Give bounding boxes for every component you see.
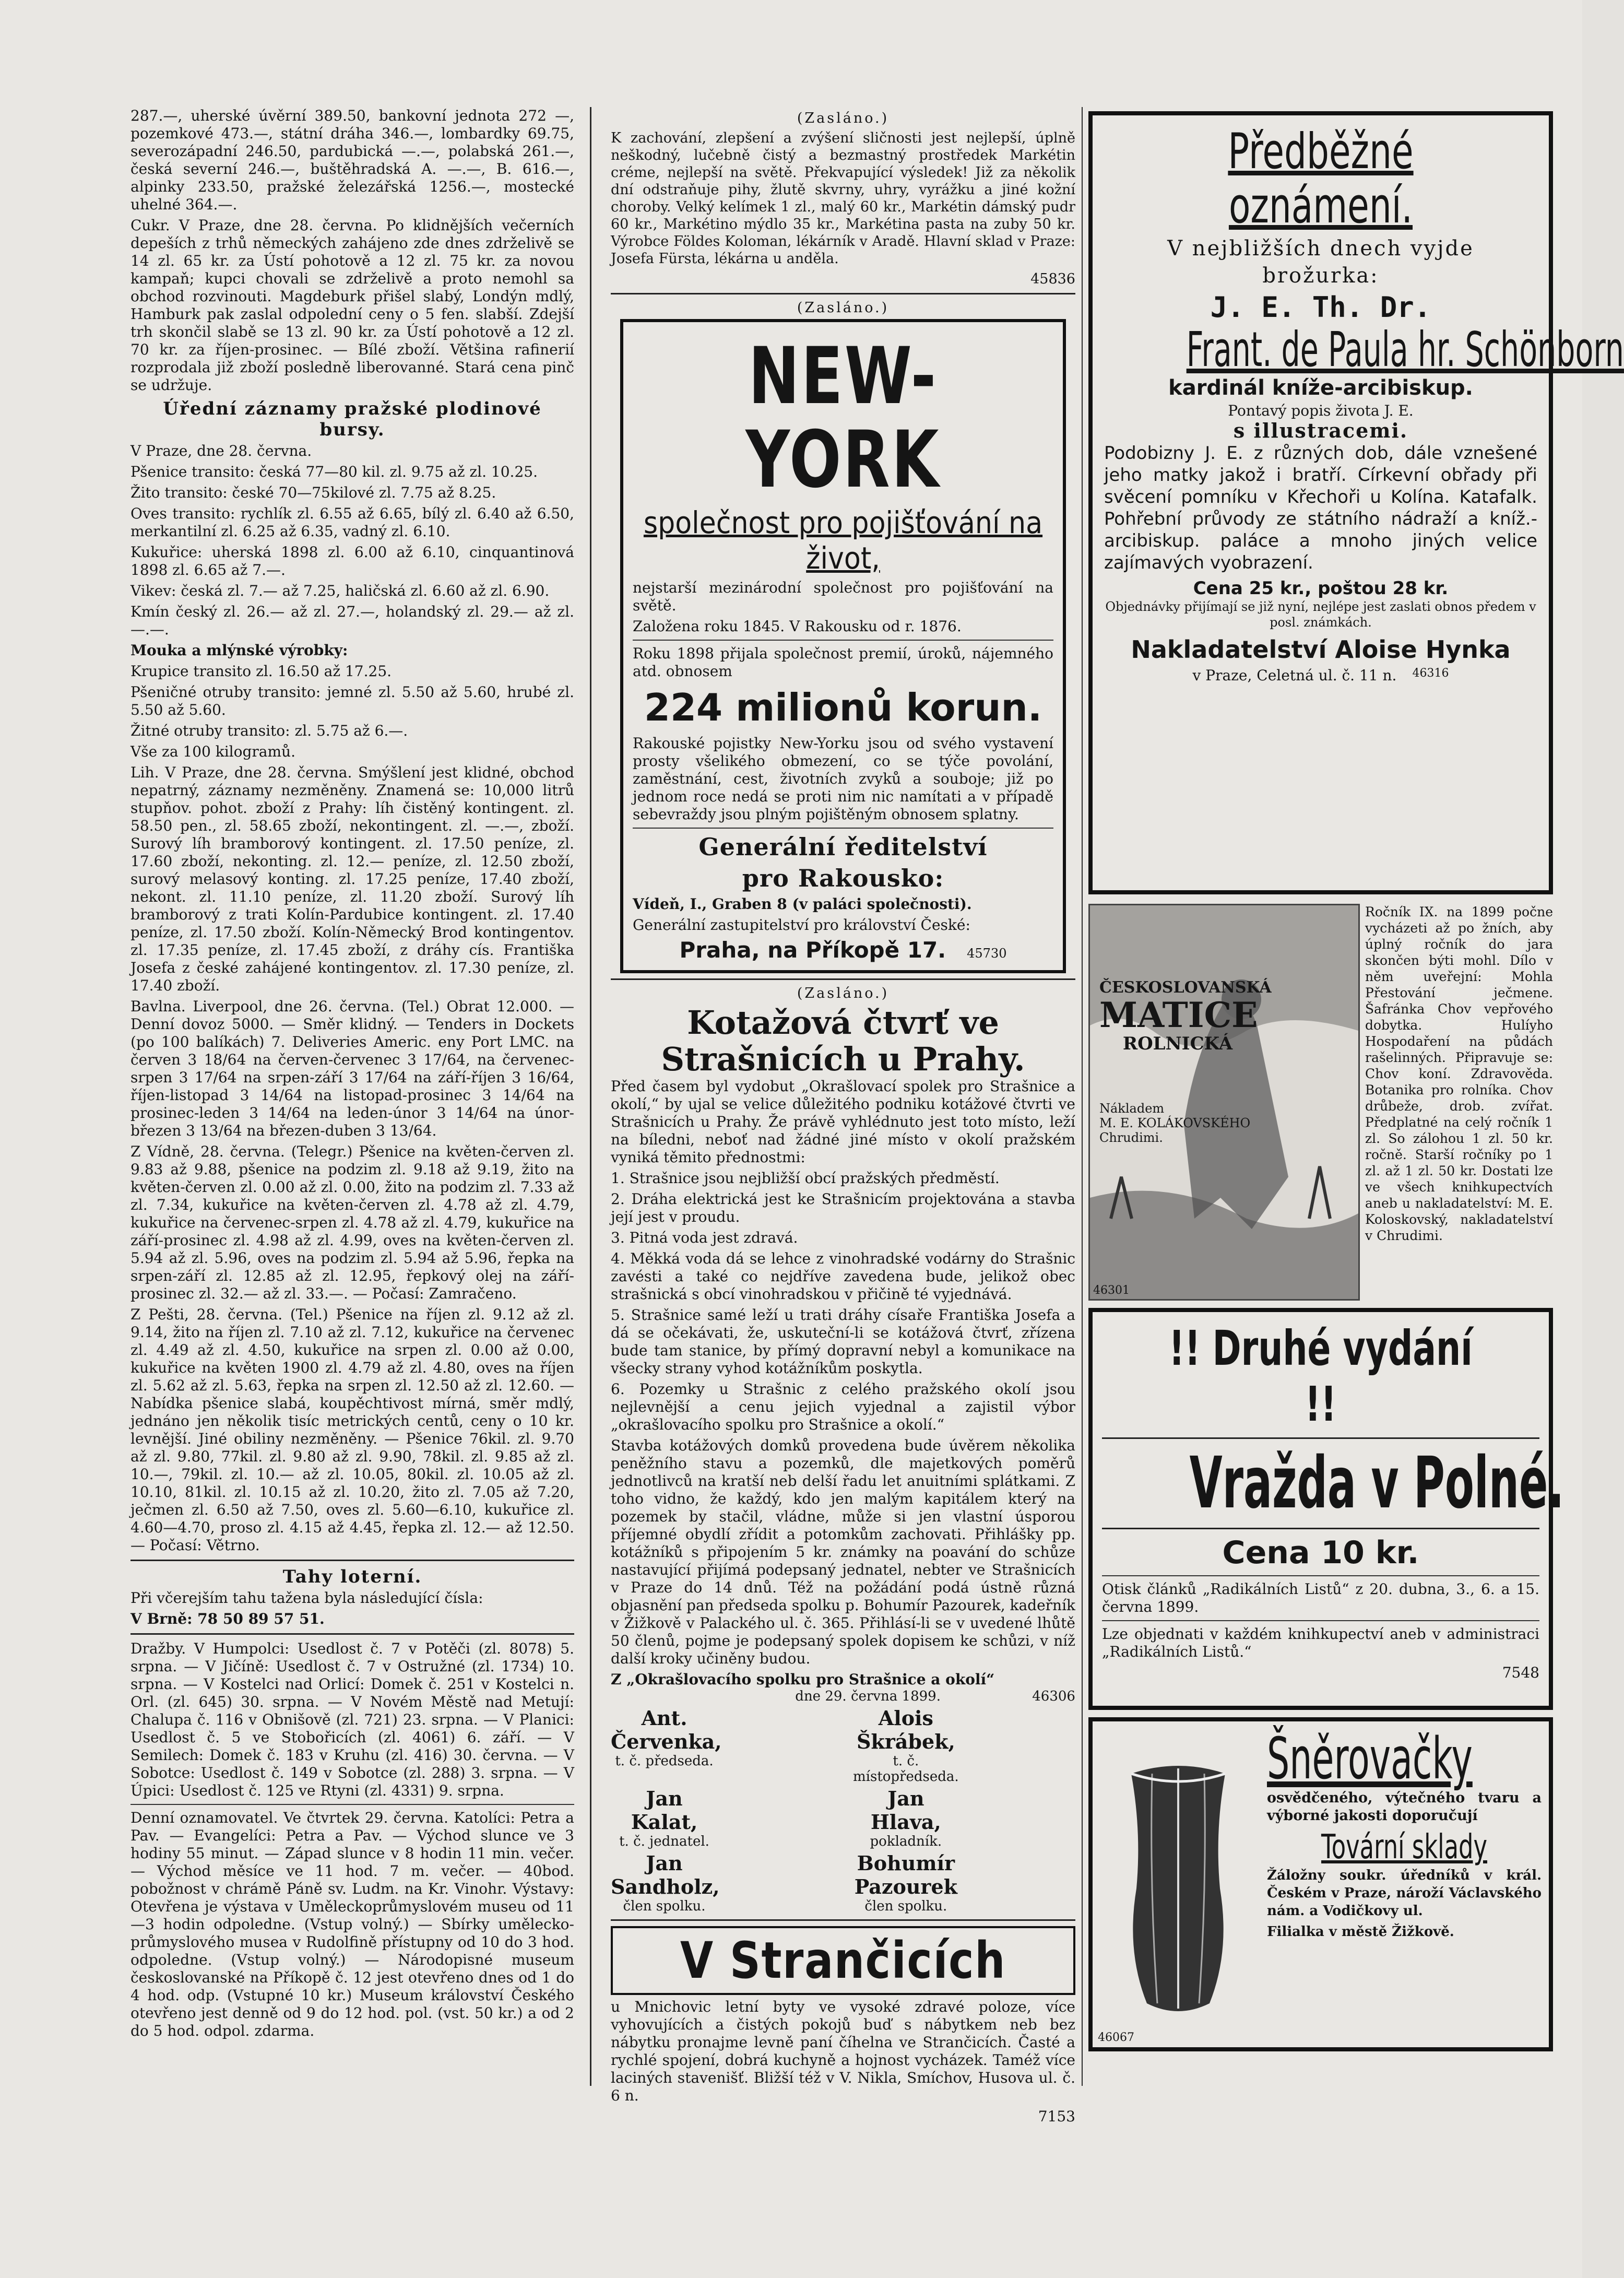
announcement-line: V nejbližších dnech vyjde	[1167, 237, 1474, 261]
kotazova-body: Stavba kotážových domků provedena bude úvěrem několika peněžního stavu a pozemků, dle majetkových poměrů jednotlivců na kratší neb delší řadu let anuitními splátkami. Z toho vidno, že každý, kdo jen malým kapitálem který na pozemek by stačil, vládne, může si jen vlastní úsporou příjemné obydlí zřídit a potomkům zachovati. Přihlášky pp. kotážníků s připojením 5 kr. známky na poavání do schůze nastavující přijímá podepsaný jednatel, nebter ve Strašnicích v Praze do 14 dnů. Též na požádání podá ústně různá objasnění pan předseda spolku p. Bohumír Pazourek, kadeřník v Žižkově v Palackého ul. č. 365. Přihlásí-li se v uvedené lhůtě 50 členů, pojme je podepsaný spolek dopisem ke schůzi, v níž další kroky učiněny budou.	[611, 1437, 1075, 1667]
divider	[633, 640, 1053, 641]
sugar-paragraph: Cukr. V Praze, dne 28. června. Po klidnějších večerních depeších z trhů německých zahájeno zde dnes zdrželivě se 14 zl. 65 kr. za Ústí pohotově a 12 zl. 75 kr. za novou kampaň; kupci chovali se zdrželivě a proto nemohl sa obchod rozvinouti. Magdeburk přišel slabý, Londýn mdlý, Hamburk pak zaslal odpolední ceny o 5 fen. slabší. Zdejší trh skončil slabě se 13 zl. 90 kr. za Ústí pohotově a 12 zl. 70 kr. za říjen-prosinec. — Bílé zboží. Většina rafinerií rozprodala již zboží posledně liberovanné. Stará cena pinč se udržuje.	[131, 217, 574, 394]
brochure-price: Cena 25 kr., poštou 28 kr.	[1193, 578, 1449, 599]
marketa-cream-ad	[611, 129, 1075, 288]
matice-rolnicka-ad	[1088, 904, 1553, 1301]
corset-branch: Filialka v městě Žižkově.	[1267, 1924, 1454, 1940]
kotazova-title: Kotažová čtvrť ve Strašnicích u Prahy.	[661, 1004, 1025, 1078]
column-advertisements-middle	[611, 107, 1075, 2125]
board-row: Kukuřice: uherská 1898 zl. 6.00 až 6.10, cinquantinová 1898 zl. 6.65 až 7.—.	[131, 544, 574, 579]
divider	[611, 293, 1075, 294]
board-row: Pšenice transito: česká 77—80 kil. zl. 9.75 až zl. 10.25.	[131, 463, 538, 480]
new-york-subtitle: společnost pro pojišťování na život,	[643, 505, 1043, 576]
vrazda-reprint: Otisk článků „Radikálních Listů“ z 20. dubna, 3., 6. a 15. června 1899.	[1102, 1580, 1539, 1615]
announcement-title: Předběžné oznámení.	[1228, 123, 1414, 234]
board-heading: Úřední záznamy pražské plodinové bursy.	[163, 398, 542, 440]
cardinal-title: kardinál kníže-arcibiskup.	[1168, 376, 1473, 400]
ad-number: 7153	[1038, 2108, 1075, 2125]
zaslano-label: (Zasláno.)	[797, 110, 890, 126]
signer-role: člen spolku.	[864, 1898, 947, 1914]
cardinal-name: Frant. de Paula hr. Schönborn	[1186, 322, 1624, 377]
board-row: Žito transito: české 70—75kilové zl. 7.75 až 8.25.	[131, 484, 496, 501]
signer-name: Bohumír Pazourek	[854, 1851, 957, 1898]
new-york-founded: Založena roku 1845. V Rakousku od r. 1876.	[633, 618, 962, 635]
title-abbrev: J. E. Th. Dr.	[1210, 291, 1431, 324]
daily-calendar-paragraph: Denní oznamovatel. Ve čtvrtek 29. června. Katolíci: Petra a Pav. — Evangelíci: Petra a Pav. — Východ slunce ve 3 hodiny 55 minut. — Západ slunce v 8 hodin 11 min. večer. — Východ měsíce ve 11 hod. 7 m. večer. — 40bod. pobožnost v chrámě Páně sv. Ludm. na Kr. Vinohr. Výstavy: Otevřena je výstava v Uměleckoprůmyslovém museu od 11—3 hodin odpoledne. (Vstup volný.) — Sbírky umělecko-průmyslového musea v Rudolfině přístupny od 10 do 3 hod. odpoledne. (Vstup volný.) — Národopisné museum českoslovanské na Příkopě č. 12 jest otevřeno dnes od 1 do 4 hod. odp. (Vstupné 10 kr.) Museum království Českého otevřeno jest denně od 9 do 12 hod. pol. (vst. 50 kr.) a od 2 do 5 hod. odpol. zdarma.	[131, 1809, 574, 2039]
publisher-name: Nakladatelství Aloise Hynka	[1131, 635, 1511, 664]
board-row: Vikev: česká zl. 7.— až 7.25, haličská zl. 6.60 až zl. 6.90.	[131, 582, 550, 599]
vrazda-price: Cena 10 kr.	[1222, 1535, 1419, 1571]
column-market-reports	[131, 107, 574, 2086]
matice-text: Ročník IX. na 1899 počne vycházeti až po žních, aby úplný ročník do jara skončen býti mohl. Dílo v něm uveřejní: Mohla Přestování ječmene. Šafránka Chov vepřového dobytka. Hulíyho Hospodaření na půdách rašelinných. Připravuje se: Chov koní. Zdravověda. Botanika pro rolníka. Chov drůbeže, drob. zvířat. Předplatné na celý ročník 1 zl. So zálohou 1 zl. 50 kr. ročně. Starší ročníky po 1 zl. až 1 zl. 50 kr. Dostati lze ve všech knihkupectvích aneb u nakladatelství: M. E. Koloskovský, nakladatelství v Chrudimi.	[1365, 904, 1553, 1243]
signer-name: Jan Sandholz,	[611, 1851, 720, 1898]
lottery-intro: Při včerejším tahu tažena byla následující čísla:	[131, 1589, 483, 1607]
new-york-amount: 224 milionů korun.	[644, 686, 1042, 729]
general-directorate: Generální ředitelství	[698, 833, 988, 861]
vrazda-title: Vražda v Polné.	[1189, 1442, 1564, 1525]
board-row: Oves transito: rychlík zl. 6.55 až 6.65, bílý zl. 6.40 až 6.50, merkantilní zl. 6.25 až 6.35, vadný zl. 6.10.	[131, 505, 574, 540]
publisher-address: v Praze, Celetná ul. č. 11 n.	[1192, 667, 1397, 684]
publisher-line: Nákladem	[1099, 1101, 1165, 1116]
matice-illustration	[1088, 904, 1360, 1301]
kotazova-point: 4. Měkká voda dá se lehce z vinohradské vodárny do Strašnic zavésti a také co nejdříve zavedena bude, jelikož obec strašnická s obcí vinohradskou v přičině té vyjednává.	[611, 1250, 1075, 1303]
signer-role: t. č. místopředseda.	[853, 1753, 959, 1785]
divider	[131, 1633, 574, 1635]
stocks-paragraph: 287.—, uherské úvěrní 389.50, bankovní jednota 272 —, pozemkové 473.—, státní dráha 346.—, lombardky 69.75, severozápadní 246.50, pardubická —.—, polabská 261.—, česká severní 246.—, buštěhradská A. —.—, B. 616.—, alpinky 233.50, pražské železářská 1256.—, mostecké uhelné 364.—.	[131, 107, 574, 213]
signer-role: t. č. předseda.	[615, 1753, 714, 1769]
kotazova-intro: Před časem byl vydobut „Okrašlovací spolek pro Strašnice a okolí,“ by ujal se velice důležitého podniku kotážové čtvrti ve Strašnicích u Prahy. Že právě vyhlédnuto jest toto místo, leží na bíledni, neboť nad žádné jiné místo v okolí pražském vyniká těmito přednostmi:	[611, 1078, 1075, 1166]
corset-title: Šněrovačky	[1267, 1725, 1473, 1792]
ad-number: 46301	[1093, 1284, 1130, 1297]
divider	[1102, 1528, 1539, 1529]
board-date: V Praze, dne 28. června.	[131, 442, 312, 459]
board-row: Žitné otruby transito: zl. 5.75 až 6.—.	[131, 722, 408, 739]
signer-name: Ant. Červenka,	[611, 1706, 722, 1753]
strancice-ad-title-box	[611, 1926, 1075, 1995]
signer-role: t. č. jednatel.	[619, 1834, 709, 1849]
ad-number: 45836	[1030, 271, 1075, 287]
divider	[131, 1560, 574, 1561]
zaslano-label: (Zasláno.)	[797, 985, 890, 1001]
factory-stores: Tovární sklady	[1321, 1828, 1487, 1867]
illustrations-label: s illustracemi.	[1233, 419, 1408, 442]
kotazova-point: 6. Pozemky u Strašnic z celého pražského okolí jsou nejlevnější a cenu jejich vyjednal a zajistil výbor „okrašlovacího spolku pro Strašnice a okolí.“	[611, 1380, 1075, 1433]
signer-role: pokladník.	[870, 1834, 942, 1849]
signer-name: Alois Škrábek,	[856, 1706, 955, 1753]
ad-number: 7548	[1502, 1664, 1539, 1681]
signer-name: Jan Kalat,	[631, 1787, 698, 1834]
kotazova-point: 3. Pitná voda jest zdravá.	[611, 1229, 798, 1246]
ad-number: 46306	[1032, 1689, 1075, 1704]
matice-logo-line2: MATICE	[1099, 995, 1258, 1035]
order-note: Objednávky přijímají se již nyní, nejlépe jest zaslati obnos předem v posl. známkách.	[1105, 599, 1536, 630]
zaslano-label: (Zasláno.)	[797, 300, 890, 316]
new-york-title: NEW-YORK	[745, 331, 941, 505]
divider	[633, 828, 1053, 829]
announcement-line: brožurka:	[1262, 264, 1379, 288]
corset-address: Žáložny soukr. úředníků v král. Českém v Praze, nároží Václavského nám. a Vodičkovy ul.	[1267, 1868, 1542, 1919]
board-row: Pšeničné otruby transito: jemné zl. 5.50 až 5.60, hrubé zl. 5.50 až 5.60.	[131, 683, 574, 718]
kotazova-signoff: Z „Okrašlovacího spolku pro Strašnice a okolí“	[611, 1671, 995, 1688]
vrazda-v-polne-ad	[1088, 1308, 1564, 1710]
vienna-address: Vídeň, I., Graben 8 (v paláci společnosti).	[633, 895, 972, 913]
column-rule-2	[1082, 107, 1083, 2086]
corset-illustration	[1100, 1753, 1256, 2024]
divider	[611, 1919, 1075, 1921]
divider	[1102, 1575, 1539, 1576]
divider	[131, 1804, 574, 1805]
second-edition-title: !! Druhé vydání !!	[1169, 1320, 1473, 1432]
corset-description: osvědčeného, výtečného tvaru a výborné jakosti doporučují	[1267, 1790, 1542, 1824]
publisher-line: M. E. KOLÁKOVSKÉHO	[1099, 1116, 1251, 1130]
brochure-description: Pontavý popis života J. E.	[1228, 402, 1414, 419]
kotazova-point: 5. Strašnice samé leží u trati dráhy císaře Františka Josefa a dá se očekávati, že, uskuteční-li se kotážová čtvrť, zřízena bude tam stanice, by přímý dopravní nebyl a komunikace na všecky strany vyhod kotážníkům poskytla.	[611, 1306, 1075, 1377]
new-york-premiums: Roku 1898 přijala společnost premií, úroků, nájemného atd. obnosem	[633, 645, 1053, 680]
ad-number: 46067	[1098, 2031, 1134, 2044]
signers-row	[611, 1851, 1075, 1914]
new-york-insurance-ad	[620, 319, 1066, 973]
kotazova-point: 1. Strašnice jsou nejbližší obcí pražských předměstí.	[611, 1170, 1000, 1187]
ad-number: 45730	[967, 946, 1007, 961]
vienna-paragraph: Z Vídně, 28. června. (Telegr.) Pšenice na květen-červen zl. 9.83 až 9.88, pšenice na podzim zl. 9.18 až 9.19, žito na květen-červen zl. 0.00 až zl. 0.00, žito na podzim zl. 7.33 až zl. 7.34, kukuřice na květen-červen zl. 4.78 až zl. 4.79, kukuřice na červenec-srpen zl. 4.78 až zl. 4.79, kukuřice na září-prosinec zl. 4.98 až zl. 4.99, oves na květen-červen zl. 5.94 až zl. 5.96, oves na podzim zl. 5.94 až 5.96, řepka na srpen-září zl. 12.85 až zl. 12.95, řepkový olej na září-prosinec zl. 32.— až zl. 33.—. — Počasí: Zamračeno.	[131, 1143, 574, 1302]
spirit-paragraph: Lih. V Praze, dne 28. června. Smýšlení jest klidné, obchod nepatrný, záznamy nezměněny. Znamená se: 10,000 litrů stupňov. pohot. zboží z Prahy: líh čistěný kontingent. zl. 58.50 pen., zl. 58.65 zboží, nekontingent. zl. —.—, zboží. Surový líh bramborový kontingent. zl. 17.50 peníze, zl. 17.60 zboží, nekonting. zl. 12.— peníze, zl. 12.50 zboží, surový melasový konting. zl. 17.25 peníze, 17.40 zboží, nekont. zl. 11.10 peníze, zl. 11.20 zboží. Surový líh bramborový z trati Kolín-Pardubice kontingent. zl. 17.40 peníze, zl. 17.50 zboží. Kolín-Německý Brod kontingentov. zl. 17.35 peníze, zl. 17.45 zboží, z dráhy cís. Františka Josefa z české zahájené kontingentov. zl. 17.30 peníze, zl. 17.40 zboží.	[131, 764, 574, 994]
strancice-title: V Strančicích	[680, 1931, 1006, 1990]
column-advertisements-right	[1088, 107, 1624, 2086]
strancice-body: u Mnichovic letní byty ve vysoké zdravé poloze, více vyhovujících a čistých pokojů buď s nábytkem neb bez nábytku pronajme levně paní číhelna ve Strančicích. Časté a rychlé spojení, dobrá kuchyně a hojnost vycházek. Taméž více laciných stavenišť. Bližší též v V. Nikla, Smíchov, Husova ul. č. 6 n.	[611, 1998, 1075, 2104]
marketa-text: K zachování, zlepšení a zvýšení sličnosti jest nejlepší, úplně neškodný, lučebně čistý a bezmastný prostředek Markétin créme, nejlepší na světě. Překvapující výsledek! Již za několik dní odstraňuje pihy, žlutě skvrny, uhry, vyrážku a jiné kožní choroby. Velký kelímek 1 zl., malý 60 kr., Markétin dámský pudr 60 kr., Markétino mýdlo 35 kr., Markétina pasta na zuby 50 kr. Výrobce Földes Koloman, lékárník v Aradě. Hlavní sklad v Praze: Josefa Fürsta, lékárna u anděla.	[611, 130, 1075, 267]
corset-ad	[1088, 1717, 1553, 2051]
new-york-policy-text: Rakouské pojistky New-Yorku jsou od svého vystavení prosty všelikého obmezení, co se týče povolání, zaměstnání, cest, životních zvyků a souboje; již po jednom roce nedá se proti nim nic namítati a v případě sebevraždy jsou plným pojištěným obnosem splatny.	[633, 735, 1053, 823]
vrazda-order: Lze objednati v každém knihkupectví aneb v administraci „Radikálních Listů.“	[1102, 1625, 1539, 1660]
bohemia-agency: Generální zastupitelství pro království České:	[633, 916, 970, 934]
signers-row	[611, 1706, 1075, 1785]
divider	[611, 978, 1075, 980]
signer-role: člen spolku.	[623, 1898, 706, 1914]
kotazova-date: dne 29. června 1899.	[795, 1689, 941, 1704]
pest-paragraph: Z Pešti, 28. června. (Tel.) Pšenice na říjen zl. 9.12 až zl. 9.14, žito na říjen zl. 7.10 až zl. 7.12, kukuřice na červenec zl. 4.49 až zl. 4.50, kukuřice na srpen zl. 0.00 až 0.00, kukuřice na květen 1900 zl. 4.79 až zl. 4.80, oves na říjen zl. 5.62 až zl. 5.63, řepka na srpen zl. 12.50 až zl. 12.60. — Nabídka pšenice slabá, koupěchtivost mírná, směr mdlý, jednáno jen několik tisíc metrických centů, ceny o 10 kr. levnější. Jiné obiliny nezměněny. — Pšenice 76kil. zl. 9.70 až zl. 9.80, 77kil. zl. 9.80 až zl. 9.90, 78kil. zl. 9.85 až zl. 10.—, 79kil. zl. 10.— až zl. 10.05, 80kil. zl. 10.05 až zl. 10.10, 81kil. zl. 10.15 až zl. 10.20, žito zl. 7.05 až 7.20, ječmen zl. 6.50 až 7.50, oves zl. 5.60—6.10, kukuřice zl. 4.60—4.70, proso zl. 4.15 až 4.45, řepka zl. 12.— až 12.50. — Počasí: Větrno.	[131, 1306, 574, 1554]
divider	[1102, 1437, 1539, 1439]
prague-address: Praha, na Příkopě 17.	[679, 937, 946, 963]
board-subheading: Mouka a mlýnské výrobky:	[131, 642, 348, 659]
cotton-paragraph: Bavlna. Liverpool, dne 26. června. (Tel.) Obrat 12.000. — Denní dovoz 5000. — Směr klidný. — Tenders in Dockets (po 100 balíkách) 7. Deliveries Americ. eny Port LMC. na červen 3 18/64 na červen-červenec 3 17/64, na červenec-srpen 3 17/64 na srpen-září 3 17/64 na září-říjen 3 16/64, říjen-listopad 3 14/64 na listopad-prosinec 3 14/64 na prosinec-leden 3 14/64 na leden-únor 3 14/64 na únor-březen 3 13/64 na březen-duben 3 13/64.	[131, 998, 574, 1139]
board-row: Krupice transito zl. 16.50 až 17.25.	[131, 663, 392, 680]
schonborn-brochure-ad	[1088, 111, 1624, 894]
matice-logo-line3: ROLNICKÁ	[1122, 1033, 1233, 1054]
signer-name: Jan Hlava,	[870, 1787, 941, 1834]
brochure-body: Podobizny J. E. z různých dob, dále vznešené jeho matky jakož i bratří. Církevní obřady při svěcení pomníku v Křechoři u Kolína. Katafalk. Pohřební průvody ze státního nádraží a kníž.-arcibiskup. paláce a mnoho jiných velice zajímavých vyobrazení.	[1104, 443, 1537, 573]
board-row: Kmín český zl. 26.— až zl. 27.—, holandský zl. 29.— až zl. —.—.	[131, 603, 574, 638]
general-directorate-austria: pro Rakousko:	[742, 864, 944, 892]
matice-logo-line1: ČESKOSLOVANSKÁ	[1099, 978, 1272, 997]
auctions-paragraph: Dražby. V Humpolci: Usedlost č. 7 v Potěči (zl. 8078) 5. srpna. — V Jičíně: Usedlost č. 7 v Ostružné (zl. 1734) 10. srpna. — V Kostelci nad Orlicí: Domek č. 251 v Kostelci n. Orl. (zl. 645) 30. srpna. — V Novém Městě nad Metují: Chalupa č. 116 v Obnišově (zl. 721) 23. srpna. — V Planici: Usedlost č. 5 ve Stobořicích (zl. 4061) 6. září. — V Semilech: Domek č. 183 v Kruhu (zl. 416) 30. června. — V Sobotce: Usedlost č. 149 v Sobotce (zl. 288) 3. srpna. — V Úpici: Usedlost č. 125 ve Rtyni (zl. 4331) 9. srpna.	[131, 1640, 574, 1799]
board-note: Vše za 100 kilogramů.	[131, 743, 295, 760]
lottery-numbers: V Brně: 78 50 89 57 51.	[131, 1610, 325, 1627]
lottery-heading: Tahy loterní.	[282, 1566, 422, 1587]
ad-number: 46316	[1412, 667, 1449, 680]
signers-row	[611, 1787, 1075, 1849]
kotazova-point: 2. Dráha elektrická jest ke Strašnicím projektována a stavba její jest v proudu.	[611, 1190, 1075, 1225]
publisher-line: Chrudimi.	[1099, 1130, 1163, 1145]
divider	[1102, 1620, 1539, 1621]
new-york-line: nejstarší mezinárodní společnost pro pojišťování na světě.	[633, 579, 1053, 614]
column-rule-1	[590, 107, 591, 2086]
